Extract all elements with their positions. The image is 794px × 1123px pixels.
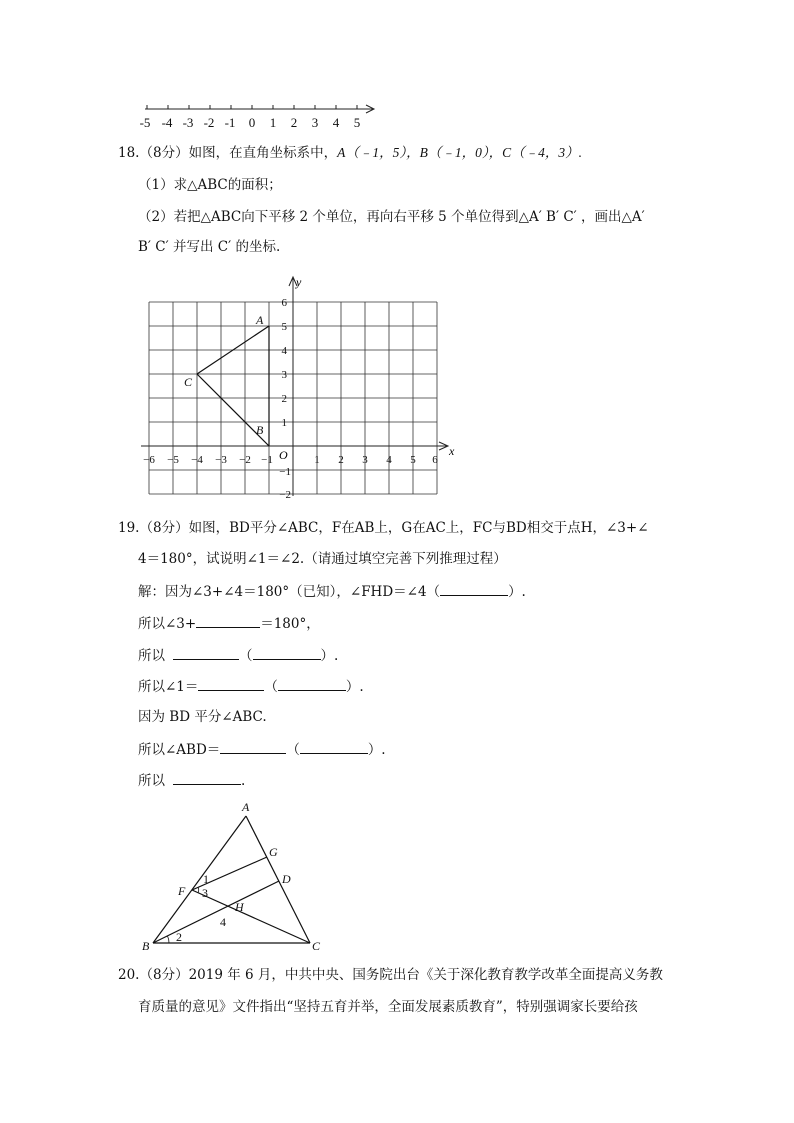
number-line-label: 2 bbox=[290, 115, 298, 130]
q19-step4-post: ）. bbox=[345, 679, 364, 695]
y-tick-label: 6 bbox=[281, 297, 287, 309]
q19-step4-pre: 所以∠1＝ bbox=[138, 679, 199, 695]
q19-step3-post: ）. bbox=[320, 648, 339, 664]
y-tick-label: 3 bbox=[281, 369, 287, 381]
q19-step3-pre: 所以 bbox=[138, 648, 165, 664]
q18-score: （8分） bbox=[139, 145, 189, 161]
y-tick-label: −2 bbox=[279, 489, 291, 501]
q19-step2-pre: 所以∠3+ bbox=[138, 616, 197, 632]
angle-label-3: 3 bbox=[202, 886, 208, 900]
answer-blank[interactable] bbox=[300, 740, 368, 754]
number-line-label: -5 bbox=[139, 115, 151, 130]
answer-blank[interactable] bbox=[173, 771, 241, 785]
q19-score: （8分） bbox=[139, 520, 189, 536]
vertex-label-b: B bbox=[142, 939, 150, 953]
q19-step6 bbox=[138, 740, 386, 759]
answer-blank[interactable] bbox=[196, 614, 260, 628]
number-line-label: 3 bbox=[311, 115, 319, 130]
y-tick-label: −1 bbox=[279, 466, 291, 478]
answer-blank[interactable] bbox=[198, 677, 264, 691]
x-tick-label: −6 bbox=[143, 454, 155, 466]
q19-solution-pre: 解：因为∠3+∠4＝180°（已知），∠FHD＝∠4（ bbox=[138, 584, 441, 600]
number-line-label: -4 bbox=[161, 115, 173, 130]
number-line-label: 0 bbox=[248, 115, 256, 130]
x-tick-label: −3 bbox=[215, 454, 227, 466]
q19-step7-post: . bbox=[241, 773, 246, 789]
number-line-label: 1 bbox=[269, 115, 277, 130]
q19-step2-post: ＝180°， bbox=[260, 616, 320, 632]
q19-step7-pre: 所以 bbox=[138, 773, 165, 789]
x-tick-label: −2 bbox=[239, 454, 251, 466]
q19-step4-mid: （ bbox=[264, 679, 278, 695]
answer-blank[interactable] bbox=[278, 677, 346, 691]
q18-part2-line2: B′ C′ 并写出 C′ 的坐标. bbox=[138, 239, 281, 255]
x-tick-label: −5 bbox=[167, 454, 179, 466]
y-tick-label: 5 bbox=[281, 321, 287, 333]
angle-2-arc-icon bbox=[168, 936, 170, 943]
q20-score: （8分） bbox=[139, 967, 189, 983]
answer-blank[interactable] bbox=[173, 646, 239, 660]
angle-label-2: 2 bbox=[176, 930, 182, 944]
q18-part1: （1）求△ABC的面积； bbox=[138, 177, 282, 193]
q19-solution-line bbox=[138, 582, 526, 601]
vertex-label-g: G bbox=[269, 845, 278, 859]
q19-step5: 因为 BD 平分∠ABC. bbox=[138, 709, 267, 725]
x-axis-label: x bbox=[449, 444, 455, 458]
number-line-label: 4 bbox=[332, 115, 340, 130]
angle-label-1: 1 bbox=[203, 872, 209, 886]
number-line-label: -3 bbox=[182, 115, 194, 130]
vertex-label-a: A bbox=[242, 800, 250, 814]
q20-number: 20. bbox=[118, 967, 140, 983]
x-tick-label: 2 bbox=[338, 454, 344, 466]
q19-step7 bbox=[138, 771, 245, 790]
q19-step3 bbox=[138, 646, 338, 665]
point-label-a: A bbox=[256, 313, 264, 327]
q19-step3-mid: （ bbox=[239, 648, 253, 664]
q18-points: A（﹣1，5），B（﹣1，0），C（﹣4，3）. bbox=[337, 145, 582, 160]
q19-step2 bbox=[138, 614, 320, 633]
origin-label: O bbox=[279, 448, 288, 462]
number-line-label: -1 bbox=[224, 115, 236, 130]
q19-step4 bbox=[138, 677, 364, 696]
q19-number: 19. bbox=[118, 520, 140, 536]
q20-line1-text: 2019 年 6 月，中共中央、国务院出台《关于深化教育教学改革全面提高义务教 bbox=[188, 967, 663, 983]
point-label-h: H bbox=[235, 900, 244, 914]
q18-intro bbox=[118, 144, 582, 162]
q19-step6-mid: （ bbox=[286, 742, 300, 758]
q18-intro-text: 如图，在直角坐标系中， bbox=[188, 145, 338, 161]
y-tick-label: 1 bbox=[281, 417, 287, 429]
vertex-label-f: F bbox=[178, 884, 186, 898]
q19-step6-pre: 所以∠ABD＝ bbox=[138, 742, 221, 758]
vertex-label-c: C bbox=[312, 939, 321, 953]
x-tick-label: 3 bbox=[362, 454, 368, 466]
answer-blank[interactable] bbox=[440, 582, 508, 596]
x-tick-label: −1 bbox=[261, 454, 273, 466]
q19-step6-post: ）. bbox=[367, 742, 386, 758]
y-tick-label: 2 bbox=[281, 393, 287, 405]
q19-line1-text: 如图，BD平分∠ABC，F在AB上，G在AC上，FC与BD相交于点H，∠3+∠ bbox=[188, 520, 649, 536]
x-tick-label: 4 bbox=[386, 454, 392, 466]
answer-blank[interactable] bbox=[253, 646, 321, 660]
coordinate-grid-figure bbox=[138, 266, 468, 502]
number-line bbox=[130, 96, 390, 136]
answer-blank[interactable] bbox=[220, 740, 286, 754]
x-tick-label: 5 bbox=[410, 454, 416, 466]
q19-line1 bbox=[118, 519, 649, 537]
q19-triangle-figure bbox=[136, 798, 336, 958]
q20-line2: 育质量的意见》文件指出“坚持五育并举，全面发展素质教育”，特别强调家长要给孩 bbox=[138, 999, 638, 1015]
q20-line1 bbox=[118, 966, 663, 984]
angle-1-arc-icon bbox=[198, 887, 199, 893]
y-tick-label: 4 bbox=[281, 345, 287, 357]
q19-solution-post: ）. bbox=[508, 584, 526, 600]
q18-part2-line1: （2）若把△ABC向下平移 2 个单位，再向右平移 5 个单位得到△A′ B′ C′ ，画出△A′ bbox=[138, 209, 645, 225]
x-tick-label: 6 bbox=[432, 454, 438, 466]
q19-line2: 4＝180°，试说明∠1＝∠2.（请通过填空完善下列推理过程） bbox=[138, 551, 507, 567]
number-line-label: 5 bbox=[353, 115, 361, 130]
y-axis-label: y bbox=[296, 275, 302, 289]
vertex-label-d: D bbox=[282, 872, 291, 886]
point-label-c: C bbox=[184, 375, 193, 389]
angle-label-4: 4 bbox=[220, 915, 226, 929]
point-label-b: B bbox=[256, 423, 264, 437]
x-tick-label: −4 bbox=[191, 454, 203, 466]
q18-number: 18. bbox=[118, 145, 140, 161]
x-tick-label: 1 bbox=[314, 454, 320, 466]
number-line-label: -2 bbox=[203, 115, 215, 130]
